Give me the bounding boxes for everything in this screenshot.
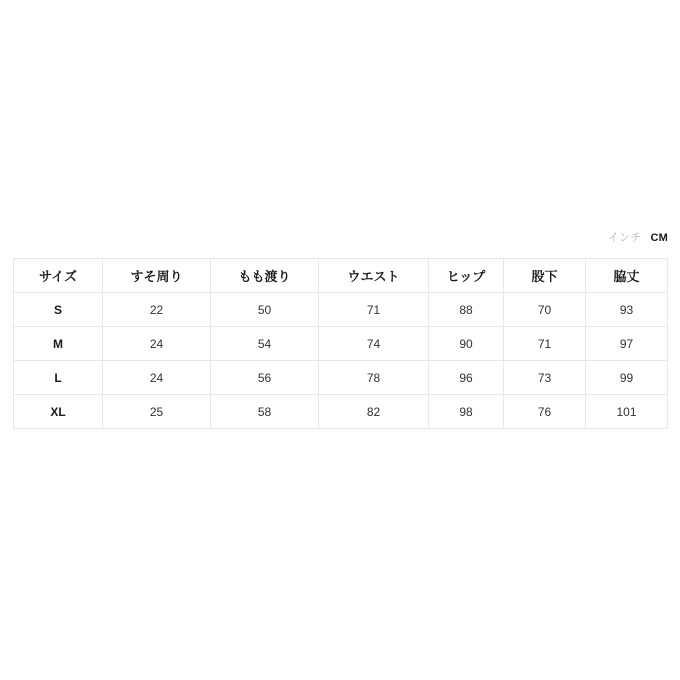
table-row-xl — [14, 395, 668, 429]
measurement-cell: 71 — [319, 293, 429, 327]
measurement-cell: 98 — [429, 395, 504, 429]
unit-switcher — [608, 232, 668, 245]
measurement-cell: 56 — [211, 361, 319, 395]
unit-option-inch[interactable]: インチ — [607, 232, 642, 244]
measurement-cell: 97 — [586, 327, 668, 361]
measurement-cell: 24 — [103, 361, 211, 395]
size-label: L — [14, 361, 103, 395]
size-chart-table — [13, 258, 668, 429]
column-header-side-length: 脇丈 — [586, 259, 668, 293]
unit-option-cm[interactable]: CM — [650, 232, 668, 244]
measurement-cell: 24 — [103, 327, 211, 361]
measurement-cell: 78 — [319, 361, 429, 395]
table-header-row — [14, 259, 668, 293]
column-header-size: サイズ — [14, 259, 103, 293]
measurement-cell: 96 — [429, 361, 504, 395]
measurement-cell: 76 — [504, 395, 586, 429]
size-label: XL — [14, 395, 103, 429]
size-label: S — [14, 293, 103, 327]
column-header-waist: ウエスト — [319, 259, 429, 293]
measurement-cell: 71 — [504, 327, 586, 361]
column-header-thigh: もも渡り — [211, 259, 319, 293]
column-header-hem: すそ周り — [103, 259, 211, 293]
measurement-cell: 54 — [211, 327, 319, 361]
measurement-cell: 73 — [504, 361, 586, 395]
measurement-cell: 58 — [211, 395, 319, 429]
column-header-inseam: 股下 — [504, 259, 586, 293]
measurement-cell: 101 — [586, 395, 668, 429]
measurement-cell: 74 — [319, 327, 429, 361]
measurement-cell: 99 — [586, 361, 668, 395]
measurement-cell: 82 — [319, 395, 429, 429]
measurement-cell: 88 — [429, 293, 504, 327]
measurement-cell: 93 — [586, 293, 668, 327]
table-row-s — [14, 293, 668, 327]
table-row-l — [14, 361, 668, 395]
measurement-cell: 50 — [211, 293, 319, 327]
table-row-m — [14, 327, 668, 361]
measurement-cell: 90 — [429, 327, 504, 361]
measurement-cell: 22 — [103, 293, 211, 327]
column-header-hip: ヒップ — [429, 259, 504, 293]
measurement-cell: 25 — [103, 395, 211, 429]
measurement-cell: 70 — [504, 293, 586, 327]
size-label: M — [14, 327, 103, 361]
